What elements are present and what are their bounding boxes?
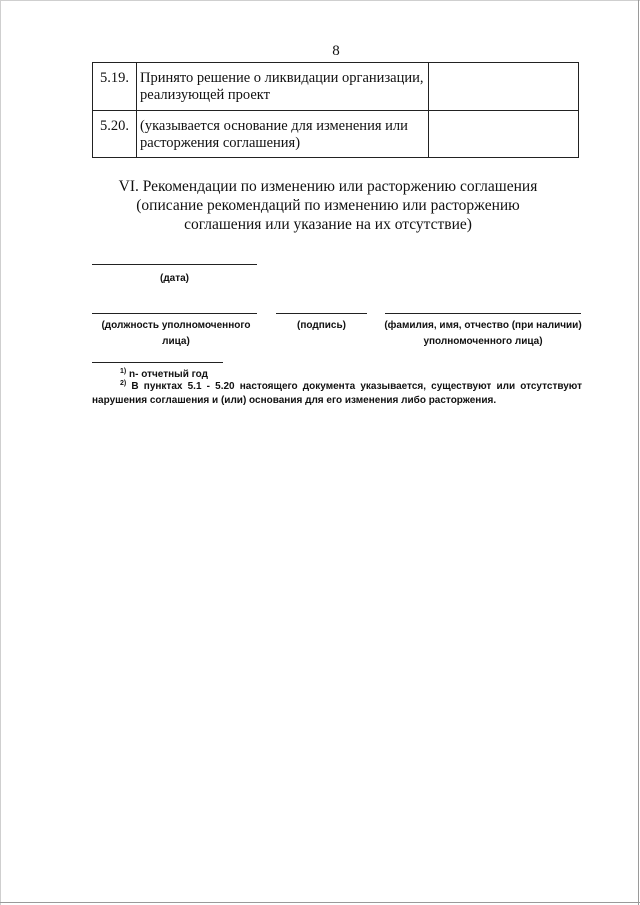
table-row xyxy=(93,111,579,158)
page-edge xyxy=(0,0,640,1)
date-line[interactable] xyxy=(92,264,257,265)
row-value-cell[interactable] xyxy=(429,63,579,111)
footnote-text: В пунктах 5.1 - 5.20 настоящего документа указывается, существуют или отсутствуют нарушения соглашения и (или) основания для его изменения либо расторжения. xyxy=(92,381,582,406)
section-subtitle-line: (описание рекомендаций по изменению или расторжению xyxy=(136,197,520,214)
table-row xyxy=(93,63,579,111)
position-line[interactable] xyxy=(92,313,257,314)
page-number: 8 xyxy=(332,43,340,59)
footnote-mark: 1) xyxy=(120,368,127,375)
page-edge xyxy=(0,902,640,903)
report-table xyxy=(92,62,579,158)
position-caption: (должность уполномоченного лица) xyxy=(101,320,251,347)
row-description: (указывается основание для изменения или расторжения соглашения) xyxy=(137,111,429,158)
footnote-separator xyxy=(92,362,223,363)
footnote-mark: 2) xyxy=(120,380,127,387)
section-title-line: VI. Рекомендации по изменению или расторжению соглашения xyxy=(118,178,538,195)
footnote-text: n- отчетный год xyxy=(126,369,208,380)
row-description: Принято решение о ликвидации организации, реализующей проект xyxy=(137,63,429,111)
name-caption: (фамилия, имя, отчество (при наличии) уполномоченного лица) xyxy=(384,320,582,347)
name-line[interactable] xyxy=(385,313,581,314)
date-caption: (дата) xyxy=(159,273,190,284)
footnote xyxy=(92,377,582,408)
signature-line[interactable] xyxy=(276,313,367,314)
page-edge xyxy=(638,0,639,905)
row-value-cell[interactable] xyxy=(429,111,579,158)
row-number: 5.20. xyxy=(93,111,137,158)
row-number: 5.19. xyxy=(93,63,137,111)
section-title xyxy=(112,177,544,234)
signature-caption: (подпись) xyxy=(297,320,346,331)
page-edge xyxy=(0,0,1,905)
section-subtitle-line: соглашения или указание на их отсутствие) xyxy=(184,216,472,233)
